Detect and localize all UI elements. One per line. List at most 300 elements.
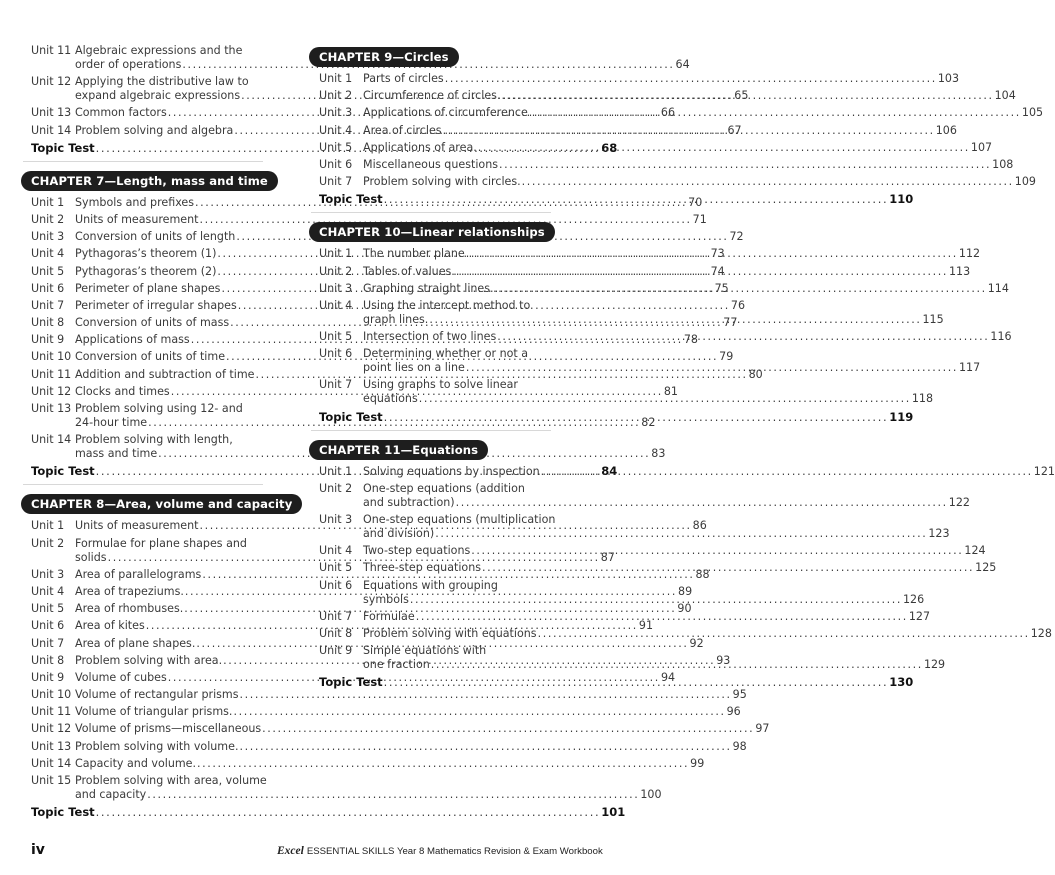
entry-title-text: Units of measurement <box>75 212 199 226</box>
entry-title-final-line <box>363 330 1012 344</box>
page-ref[interactable]: 115 <box>922 312 944 326</box>
entry-title-text: Problem solving with volume. <box>75 739 239 753</box>
entry-title-text: Volume of triangular prisms. <box>75 705 233 719</box>
topic-test-label: Topic Test <box>31 805 95 820</box>
dot-leader <box>497 330 989 344</box>
topic-test-page-ref[interactable]: 84 <box>601 464 618 479</box>
page-ref[interactable]: 95 <box>732 688 747 702</box>
page-ref[interactable]: 106 <box>935 123 957 137</box>
dot-leader <box>431 658 923 672</box>
page-ref[interactable]: 127 <box>908 609 931 623</box>
entry-title-text: Conversion of units of time <box>75 350 226 364</box>
dot-leader <box>478 141 970 155</box>
dot-leader <box>499 158 991 172</box>
entry-title <box>363 561 996 575</box>
entry-title <box>363 247 980 261</box>
brand-logo-text: Excel <box>277 845 304 857</box>
page-ref[interactable]: 98 <box>732 739 747 753</box>
dot-leader <box>466 361 958 375</box>
page-ref[interactable]: 124 <box>964 544 986 558</box>
entry-title-final-line <box>363 124 957 138</box>
entry-title-final-line <box>75 757 704 771</box>
entry-title-final-line <box>363 658 945 672</box>
page-ref[interactable]: 126 <box>902 592 925 606</box>
entry-title-final-line <box>363 247 980 261</box>
entry-title-final-line <box>75 788 662 802</box>
entry-title <box>363 482 970 510</box>
unit-label: Unit 1 <box>319 72 353 85</box>
unit-label: Unit 12 <box>31 75 72 89</box>
entry-title-text: Conversion of units of length <box>75 230 236 244</box>
unit-label: Unit 14 <box>31 433 72 447</box>
entry-title-text: Conversion of units of mass <box>75 316 230 330</box>
entry-title-text: Volume of prisms—miscellaneous <box>75 722 262 736</box>
entry-title-text: order of operations <box>75 58 182 71</box>
entry-title-text: Pythagoras’s theorem (2) <box>75 264 217 278</box>
page-ref[interactable]: 114 <box>987 281 1009 295</box>
entry-title <box>363 175 1036 189</box>
entry-title <box>75 774 662 802</box>
unit-label: Unit 1 <box>31 195 65 209</box>
page-ref[interactable]: 116 <box>990 330 1012 344</box>
unit-label: Unit 2 <box>319 264 353 278</box>
page-ref[interactable]: 77 <box>723 316 738 330</box>
unit-label: Unit 2 <box>31 536 65 550</box>
page-ref[interactable]: 76 <box>730 298 746 312</box>
unit-label: Unit 11 <box>31 705 72 719</box>
chapter-heading: CHAPTER 10—Linear relationships <box>309 222 555 242</box>
entry-title-final-line <box>363 313 944 327</box>
entry-title-final-line <box>363 361 980 375</box>
entry-title-final-line <box>363 496 970 510</box>
dot-leader <box>466 247 958 261</box>
unit-label: Unit 7 <box>319 378 353 392</box>
entry-title-final-line <box>75 722 769 736</box>
topic-test-page-ref[interactable]: 119 <box>889 409 914 424</box>
entry-title-text: The number plane <box>363 247 465 261</box>
entry-title <box>75 688 747 702</box>
unit-label: Unit 13 <box>31 402 72 415</box>
dot-leader <box>233 705 725 719</box>
entry-title-text: Two-step equations <box>363 544 471 558</box>
entry-title-line: Problem solving with length, <box>75 433 233 447</box>
entry-title-text: Capacity and volume. <box>75 756 197 770</box>
entry-title-text: Parts of circles <box>363 72 444 85</box>
entry-title-text: expand algebraic expressions <box>75 89 241 103</box>
entry-title-line: Algebraic expressions and the <box>75 44 243 57</box>
entry-title <box>363 579 924 607</box>
entry-title-text: Volume of cubes <box>75 670 167 684</box>
unit-label: Unit 3 <box>319 281 353 295</box>
toc-entry[interactable] <box>31 688 747 702</box>
page-ref[interactable]: 67 <box>727 123 742 137</box>
page-ref[interactable]: 64 <box>675 58 690 71</box>
entry-title-text: Addition and subtraction of time <box>75 367 255 381</box>
page-ref[interactable]: 96 <box>726 705 741 719</box>
entry-title-final-line <box>363 627 1052 641</box>
page-ref[interactable]: 82 <box>641 416 656 429</box>
topic-test-label: Topic Test <box>31 140 95 155</box>
unit-label: Unit 5 <box>319 140 353 154</box>
chapter-heading: CHAPTER 9—Circles <box>309 47 459 67</box>
entry-title <box>363 299 944 327</box>
unit-label: Unit 4 <box>319 544 353 558</box>
entry-title <box>363 347 980 375</box>
entry-title-text: Area of rhombuses. <box>75 602 184 616</box>
dot-leader <box>262 722 754 736</box>
page-ref[interactable]: 104 <box>994 89 1016 103</box>
entry-title-text: Applications of area. <box>363 140 477 154</box>
footer-title-text: ESSENTIAL SKILLS Year 8 Mathematics Revision & Exam Workbook <box>306 846 603 857</box>
page-ref[interactable]: 65 <box>734 89 749 103</box>
entry-title <box>363 544 986 558</box>
entry-title-text: Formulae <box>363 609 415 623</box>
page-ref[interactable]: 99 <box>690 756 705 770</box>
unit-label: Unit 7 <box>319 175 353 189</box>
topic-test-label: Topic Test <box>319 409 383 424</box>
page-ref[interactable]: 113 <box>948 264 971 278</box>
toc-entry[interactable] <box>31 722 770 736</box>
entry-title-text: Intersection of two lines <box>363 330 497 344</box>
entry-title <box>363 282 1009 296</box>
entry-title <box>363 644 945 672</box>
toc-entry[interactable] <box>31 212 707 227</box>
unit-label: Unit 6 <box>319 347 353 361</box>
entry-title-text: Three-step equations <box>363 561 482 575</box>
entry-title-final-line <box>363 89 1016 103</box>
page-ref[interactable]: 75 <box>714 281 729 295</box>
toc-entry[interactable] <box>319 175 1036 189</box>
entry-title-line: Problem solving using 12- and <box>75 402 243 415</box>
unit-label: Unit 5 <box>31 602 65 616</box>
entry-title-text: and division) <box>363 527 435 540</box>
page-ref[interactable]: 70 <box>688 195 703 209</box>
entry-title-line: Equations with grouping <box>363 578 498 592</box>
page-ref[interactable]: 78 <box>683 333 698 347</box>
entry-title-text: point lies on a line <box>363 361 465 375</box>
entry-title-text: Problem solving with equations <box>363 626 537 640</box>
page-ref[interactable]: 91 <box>638 619 654 633</box>
entry-title-text: Symbols and prefixes <box>75 195 195 209</box>
unit-label: Unit 6 <box>319 157 353 171</box>
unit-label: Unit 1 <box>319 247 353 261</box>
dot-leader <box>529 106 1021 120</box>
page-ref[interactable]: 81 <box>663 384 678 398</box>
entry-title-line: One-step equations (multiplication <box>363 513 556 526</box>
dot-leader <box>147 788 639 802</box>
toc-entry[interactable] <box>319 157 1014 172</box>
dot-leader <box>471 544 963 558</box>
page-ref[interactable]: 94 <box>660 670 676 684</box>
entry-title-final-line <box>363 158 1013 172</box>
page-ref[interactable]: 87 <box>600 550 615 564</box>
page-ref[interactable]: 88 <box>695 567 710 581</box>
dot-leader <box>445 72 937 86</box>
page-ref[interactable]: 117 <box>958 361 981 375</box>
topic-test-label: Topic Test <box>31 464 95 479</box>
dot-leader <box>495 282 987 296</box>
page-ref[interactable]: 129 <box>923 658 946 672</box>
entry-title-text: equations <box>363 392 418 406</box>
unit-label: Unit 7 <box>31 636 65 650</box>
unit-label: Unit 2 <box>31 212 65 226</box>
entry-title-text: Perimeter of plane shapes <box>75 281 221 295</box>
entry-title-text: Clocks and times <box>75 384 170 398</box>
unit-label: Unit 8 <box>31 653 65 667</box>
page-ref[interactable]: 121 <box>1033 464 1055 478</box>
dot-leader <box>197 757 689 771</box>
entry-title <box>75 740 747 754</box>
unit-label: Unit 3 <box>319 513 353 526</box>
page-number: iv <box>31 842 45 858</box>
entry-title-final-line <box>363 175 1036 189</box>
page-ref[interactable]: 74 <box>710 264 725 278</box>
page-ref[interactable]: 79 <box>719 350 734 364</box>
page-ref[interactable]: 83 <box>651 447 666 461</box>
unit-label: Unit 10 <box>31 350 72 364</box>
entry-title-text: Area of kites <box>75 619 145 633</box>
entry-title-final-line <box>363 392 933 406</box>
entry-title-line: Simple equations with <box>363 644 487 658</box>
unit-label: Unit 12 <box>31 384 72 398</box>
entry-title-final-line <box>363 106 1043 120</box>
topic-test-page-ref[interactable]: 68 <box>601 140 618 155</box>
dot-leader <box>384 675 889 689</box>
page-ref[interactable]: 122 <box>948 495 970 509</box>
dot-leader <box>443 124 935 138</box>
dot-leader <box>456 496 948 510</box>
toc-entry[interactable] <box>31 705 741 719</box>
dot-leader <box>501 89 993 103</box>
entry-title-text: Area of trapeziums. <box>75 584 184 598</box>
chapter-heading: CHAPTER 11—Equations <box>309 440 488 460</box>
toc-entry[interactable] <box>31 774 662 802</box>
unit-label: Unit 6 <box>319 578 353 592</box>
dot-leader <box>522 175 1014 189</box>
toc-entry[interactable] <box>319 481 970 510</box>
entry-title-text: symbols <box>363 592 409 606</box>
page-ref[interactable]: 97 <box>755 722 770 736</box>
entry-title-line: Applying the distributive law to <box>75 75 249 89</box>
page-ref[interactable]: 105 <box>1021 106 1044 120</box>
entry-title <box>363 513 950 541</box>
entry-title-text: Pythagoras’s theorem (1) <box>75 247 217 261</box>
dot-leader <box>435 527 927 541</box>
entry-title-text: Circumference of circles. <box>363 89 501 103</box>
unit-label: Unit 13 <box>31 739 72 753</box>
entry-title-line: Using the intercept method to <box>363 298 531 312</box>
unit-label: Unit 2 <box>319 89 353 103</box>
toc-entry[interactable] <box>319 72 960 86</box>
page-ref[interactable]: 108 <box>992 157 1014 171</box>
page-ref[interactable]: 123 <box>928 527 950 540</box>
topic-test-entry[interactable] <box>31 805 626 820</box>
dot-leader <box>429 313 921 327</box>
entry-title-final-line <box>363 527 950 541</box>
page-ref[interactable]: 128 <box>1030 626 1052 640</box>
page-ref[interactable]: 118 <box>911 392 934 406</box>
entry-title-final-line <box>363 544 986 558</box>
entry-title-text: Common factors <box>75 106 167 120</box>
dot-leader <box>96 805 601 819</box>
entry-title-final-line <box>363 72 959 86</box>
unit-label: Unit 6 <box>31 281 65 295</box>
page-ref[interactable]: 100 <box>640 788 662 801</box>
entry-title <box>75 722 769 736</box>
page-ref[interactable]: 66 <box>660 106 676 120</box>
dot-leader <box>384 410 889 424</box>
entry-title <box>363 378 933 406</box>
entry-title-text: Solving equations by inspection <box>363 464 540 478</box>
page-ref[interactable]: 71 <box>692 212 707 226</box>
toc-entry[interactable] <box>31 739 747 754</box>
entry-title-text: one fraction <box>363 658 430 672</box>
entry-title-line: Formulae for plane shapes and <box>75 536 247 550</box>
unit-label: Unit 9 <box>319 644 353 658</box>
entry-title-text: Problem solving and algebra <box>75 123 234 137</box>
entry-title <box>363 141 992 155</box>
dot-leader <box>384 192 889 206</box>
entry-title-final-line <box>363 282 1009 296</box>
entry-title-text: Area of circles <box>363 123 442 137</box>
entry-title <box>363 89 1016 103</box>
unit-label: Unit 4 <box>31 247 65 261</box>
page-ref[interactable]: 93 <box>716 653 731 667</box>
unit-label: Unit 3 <box>31 567 65 581</box>
topic-test-page-ref[interactable]: 130 <box>889 675 914 690</box>
entry-title-text: Problem solving with circles. <box>363 175 521 189</box>
page-ref[interactable]: 89 <box>678 584 693 598</box>
unit-label: Unit 14 <box>31 123 72 137</box>
entry-title <box>363 465 1055 479</box>
entry-title-final-line <box>363 593 924 607</box>
entry-title-text: Perimeter of irregular shapes <box>75 298 237 312</box>
entry-title-text: and subtraction) <box>363 495 455 509</box>
unit-label: Unit 4 <box>31 584 65 598</box>
entry-title <box>363 265 970 279</box>
dot-leader <box>482 561 974 575</box>
unit-label: Unit 15 <box>31 774 72 787</box>
unit-label: Unit 2 <box>319 481 353 495</box>
page-ref[interactable]: 73 <box>710 247 725 261</box>
topic-test-page-ref[interactable]: 110 <box>889 192 914 207</box>
entry-title-final-line <box>363 265 970 279</box>
entry-title-line: Using graphs to solve linear <box>363 378 518 392</box>
entry-title-final-line <box>363 561 996 575</box>
chapter-heading: CHAPTER 8—Area, volume and capacity <box>21 494 302 514</box>
entry-title-line: Problem solving with area, volume <box>75 774 267 787</box>
entry-title-text: Miscellaneous questions <box>363 157 499 171</box>
topic-test-page-ref[interactable]: 101 <box>601 805 626 820</box>
dot-leader <box>456 265 948 279</box>
entry-title <box>75 757 704 771</box>
unit-label: Unit 4 <box>319 123 353 137</box>
unit-label: Unit 9 <box>31 333 65 347</box>
entry-title-text: graph lines. <box>363 312 429 326</box>
unit-label: Unit 7 <box>31 298 65 312</box>
chapter-heading: CHAPTER 7—Length, mass and time <box>21 171 278 191</box>
entry-title-text: Units of measurement <box>75 519 199 533</box>
entry-title-text: Area of parallelograms <box>75 567 202 581</box>
unit-label: Unit 6 <box>31 619 65 633</box>
unit-label: Unit 5 <box>31 264 65 278</box>
page-ref[interactable]: 103 <box>937 72 960 85</box>
entry-title-final-line <box>75 740 747 754</box>
dot-leader <box>416 610 908 624</box>
page-ref[interactable]: 125 <box>975 561 997 575</box>
page-ref[interactable]: 80 <box>748 367 763 381</box>
entry-title-text: Applications of mass <box>75 333 190 347</box>
entry-title-final-line <box>75 705 741 719</box>
entry-title-text: Applications of circumference <box>363 106 528 120</box>
toc-entry[interactable] <box>31 756 705 771</box>
unit-label: Unit 3 <box>319 106 353 120</box>
entry-title-text: Graphing straight lines. <box>363 281 494 295</box>
unit-label: Unit 13 <box>31 106 72 120</box>
page-ref[interactable]: 72 <box>729 230 744 244</box>
unit-label: Unit 1 <box>31 519 65 533</box>
entry-title-text: solids <box>75 550 107 564</box>
entry-title-final-line <box>75 688 747 702</box>
unit-label: Unit 11 <box>31 44 72 57</box>
entry-title-line: Determining whether or not a <box>363 347 529 361</box>
page-ref[interactable]: 90 <box>677 602 692 616</box>
unit-label: Unit 8 <box>31 316 65 330</box>
entry-title-text: Problem solving with area. <box>75 653 223 667</box>
footer-book-title <box>277 845 603 857</box>
page-ref[interactable]: 107 <box>970 140 993 154</box>
unit-label: Unit 14 <box>31 756 72 770</box>
page-ref[interactable]: 112 <box>958 247 981 261</box>
entry-title-text: Volume of rectangular prisms <box>75 688 239 702</box>
entry-title-final-line <box>363 465 1055 479</box>
entry-title <box>363 124 957 138</box>
unit-label: Unit 5 <box>319 330 353 344</box>
dot-leader <box>239 740 731 754</box>
entry-title-text: 24-hour time <box>75 416 148 429</box>
entry-title <box>363 610 930 624</box>
topic-test-label: Topic Test <box>319 675 383 690</box>
entry-title <box>363 106 1043 120</box>
unit-label: Unit 5 <box>319 561 353 575</box>
entry-title-text: Area of plane shapes. <box>75 636 196 650</box>
page-ref[interactable]: 92 <box>689 636 704 650</box>
entry-title-text: mass and time <box>75 447 158 461</box>
entry-title <box>363 158 1013 172</box>
topic-test-label: Topic Test <box>319 192 383 207</box>
unit-label: Unit 1 <box>319 464 353 478</box>
page-ref[interactable]: 109 <box>1014 175 1036 189</box>
unit-label: Unit 7 <box>319 609 353 623</box>
dot-leader <box>410 593 902 607</box>
dot-leader <box>419 392 911 406</box>
entry-title <box>75 705 741 719</box>
entry-title-text: Tables of values. <box>363 264 455 278</box>
dot-leader <box>541 465 1033 479</box>
unit-label: Unit 10 <box>31 688 72 702</box>
dot-leader <box>240 688 732 702</box>
entry-title <box>363 627 1052 641</box>
page-ref[interactable]: 86 <box>692 519 707 533</box>
unit-label: Unit 11 <box>31 367 72 381</box>
unit-label: Unit 9 <box>31 670 65 684</box>
unit-label: Unit 3 <box>31 230 65 244</box>
unit-label: Unit 8 <box>319 626 353 640</box>
entry-title-final-line <box>363 610 930 624</box>
unit-label: Unit 4 <box>319 298 353 312</box>
entry-title <box>363 330 1012 344</box>
entry-title-line: One-step equations (addition <box>363 481 525 495</box>
